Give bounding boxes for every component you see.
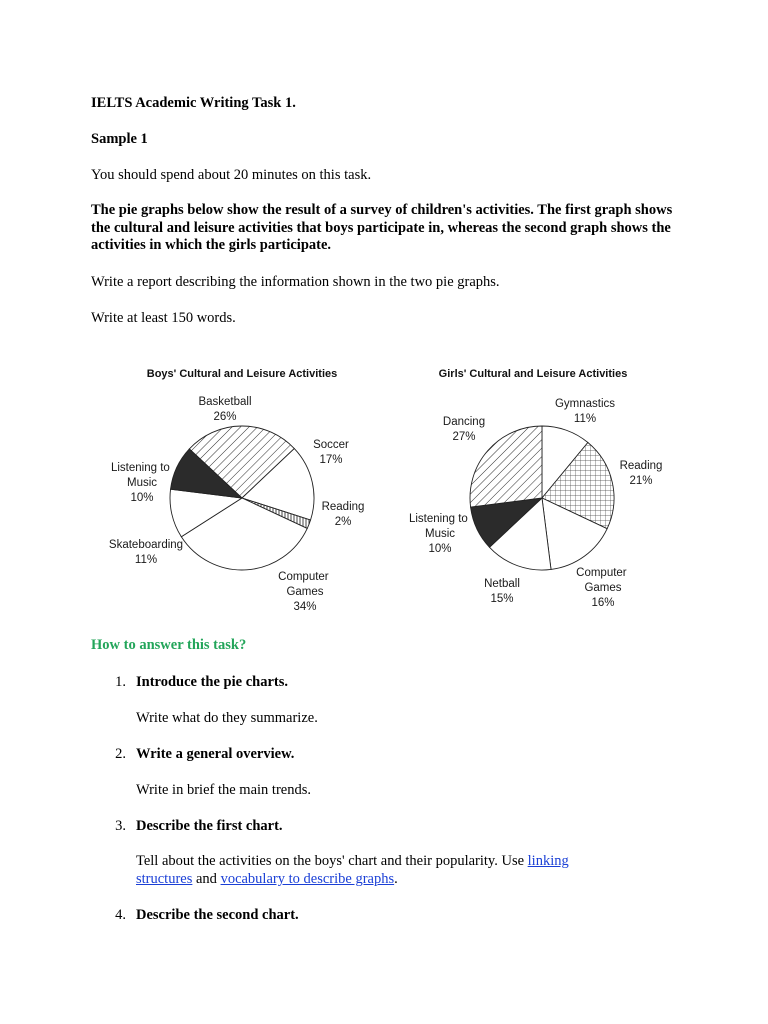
girls-value-reading: 21%	[629, 475, 653, 487]
step-number: 1.	[115, 674, 126, 690]
girls-slice-dancing	[470, 426, 542, 507]
boys-value-soccer: 17%	[319, 454, 343, 466]
how-to-heading: How to answer this task?	[91, 637, 247, 653]
boys-pie	[170, 426, 314, 570]
boys-label-reading: Reading	[321, 501, 365, 513]
step-title: Describe the first chart.	[136, 818, 283, 834]
boys-value-computer-games: 34%	[293, 601, 317, 613]
step-3-detail-end: .	[394, 871, 398, 887]
step-title: Introduce the pie charts.	[136, 674, 288, 690]
girls-label-dancing: Dancing	[442, 416, 486, 428]
girls-label-listening-music	[409, 513, 471, 540]
boys-value-listening-music: 10%	[130, 492, 154, 504]
girls-label-computer-games-line1: Computer	[576, 567, 627, 579]
step-title: Describe the second chart.	[136, 907, 299, 923]
sample-label: Sample 1	[91, 131, 148, 147]
girls-label-computer-games-line2: Games	[584, 582, 622, 594]
time-note: You should spend about 20 minutes on this task.	[91, 167, 372, 183]
boys-label-listening-music	[111, 462, 173, 489]
girls-value-listening-music: 10%	[428, 543, 452, 555]
task-prompt: The pie graphs below show the result of a survey of children's activities. The first graph shows the cultural and leisure activities that boys participate in, whereas the second graph shows the activities in which the girls participate.	[91, 202, 673, 253]
step-3-detail-and: and	[192, 871, 221, 887]
girls-value-computer-games: 16%	[591, 597, 615, 609]
linking-structures-link[interactable]: linking structures	[136, 853, 569, 887]
girls-pie	[470, 426, 614, 570]
step-number: 3.	[115, 818, 126, 834]
girls-value-netball: 15%	[490, 593, 514, 605]
girls-label-computer-games	[576, 567, 630, 594]
step-title: Write a general overview.	[136, 746, 295, 762]
step-2-detail: Write in brief the main trends.	[136, 782, 311, 798]
boys-value-skateboarding: 11%	[134, 554, 158, 566]
boys-label-listening-line1: Listening to	[110, 462, 170, 474]
boys-label-basketball: Basketball	[198, 396, 252, 408]
girls-label-reading: Reading	[619, 460, 663, 472]
step-number: 4.	[115, 907, 126, 923]
step-3-detail	[136, 852, 606, 888]
boys-label-computer-games-line2: Games	[286, 586, 324, 598]
boys-label-soccer: Soccer	[313, 439, 349, 451]
task-instruction: Write a report describing the information shown in the two pie graphs.	[91, 274, 500, 290]
girls-label-netball: Netball	[484, 578, 520, 590]
girls-label-listening-line2: Music	[424, 528, 456, 540]
boys-label-skateboarding: Skateboarding	[108, 539, 184, 551]
boys-chart-title: Boys' Cultural and Leisure Activities	[146, 368, 338, 380]
boys-label-computer-games-line1: Computer	[278, 571, 329, 583]
step-3-detail-text: Tell about the activities on the boys' chart and their popularity. Use	[136, 853, 528, 869]
step-1-detail: Write what do they summarize.	[136, 710, 318, 726]
vocabulary-link[interactable]: vocabulary to describe graphs	[220, 871, 395, 887]
girls-label-listening-line1: Listening to	[408, 513, 468, 525]
word-limit: Write at least 150 words.	[91, 310, 236, 326]
step-number: 2.	[115, 746, 126, 762]
boys-value-reading: 2%	[334, 516, 352, 528]
boys-value-basketball: 26%	[213, 411, 237, 423]
page-heading: IELTS Academic Writing Task 1.	[91, 95, 296, 111]
boys-label-computer-games	[278, 571, 332, 598]
pie-charts-figure	[95, 360, 695, 620]
pie-charts-svg	[95, 360, 695, 620]
girls-chart-title: Girls' Cultural and Leisure Activities	[438, 368, 628, 380]
girls-label-gymnastics: Gymnastics	[554, 398, 616, 410]
girls-value-dancing: 27%	[452, 431, 476, 443]
boys-label-listening-line2: Music	[126, 477, 158, 489]
girls-value-gymnastics: 11%	[573, 413, 597, 425]
